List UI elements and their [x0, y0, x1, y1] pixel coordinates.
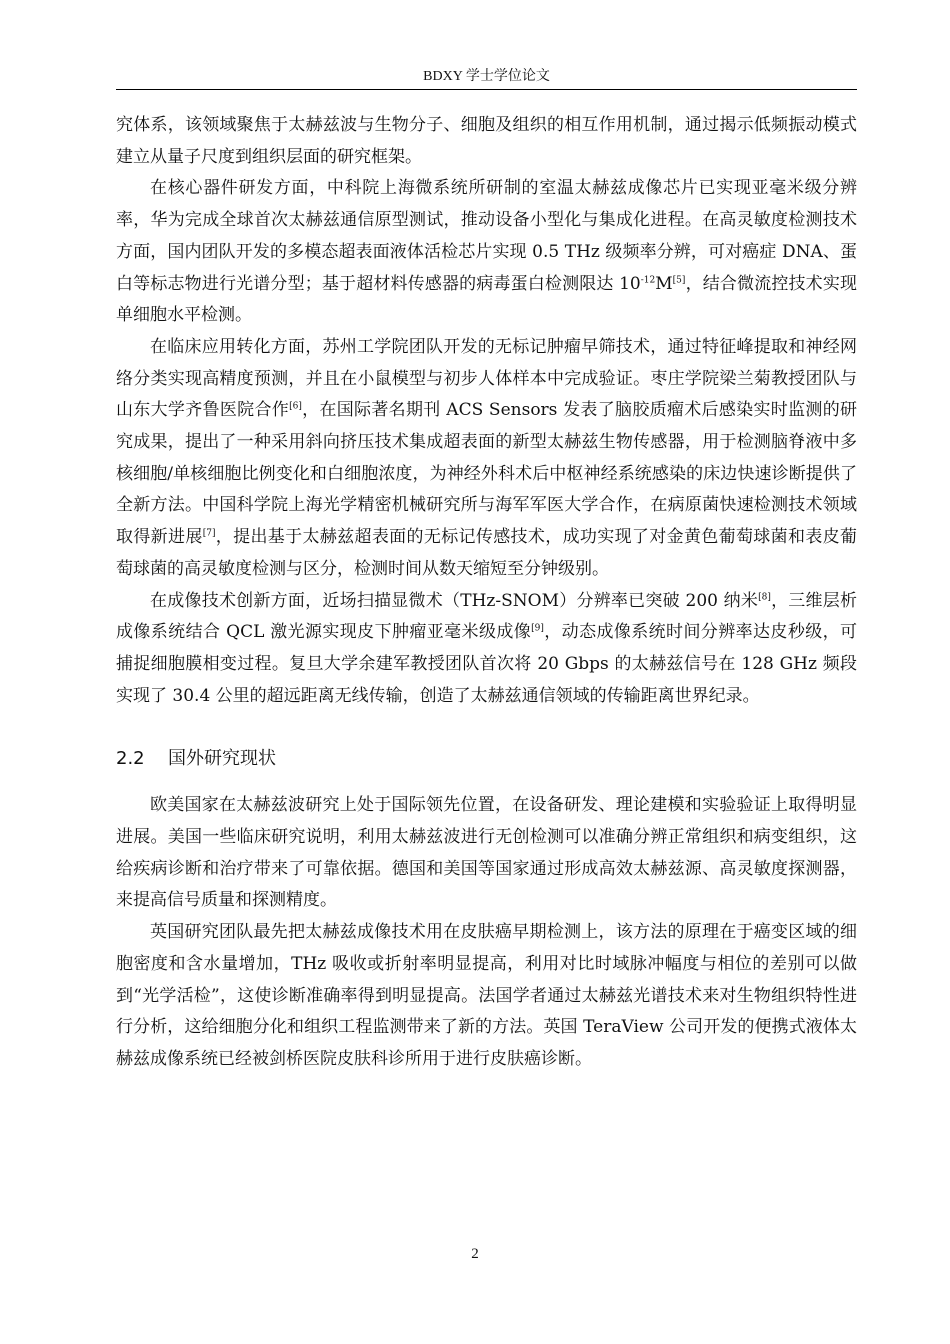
citation-ref[interactable]: [5]	[672, 274, 686, 285]
paragraph	[116, 917, 857, 1076]
paragraph	[116, 173, 857, 332]
paragraph-text: ，三维层析成像系统结合 QCL 激光源实现皮下肿瘤亚毫米级成像	[116, 590, 858, 643]
section-title: 国外研究现状	[168, 748, 276, 770]
paragraph	[116, 790, 857, 917]
paragraph-text: 究体系，该领域聚焦于太赫兹波与生物分子、细胞及组织的相互作用机制，通过揭示低频振动模式建立从量子尺度到组织层面的研究框架。	[116, 115, 857, 167]
paragraph-text: M	[655, 273, 673, 294]
paragraph	[116, 586, 857, 713]
paragraph	[116, 110, 857, 173]
header-title: BDXY 学士学位论文	[423, 69, 550, 84]
page-body	[116, 110, 857, 1076]
section-heading	[116, 744, 857, 774]
paragraph-text: ，在国际著名期刊 ACS Sensors 发表了脑胶质瘤术后感染实时监测的研究成果，提出了一种采用斜向挤压技术集成超表面的新型太赫兹生物传感器，用于检测脑脊液中多核细胞/单核细胞比例变化和白细胞浓度，为神经外科术后中枢神经系统感染的床边快速诊断提供了全新方法。中国科学院上海光学精密机械研究所与海军军医大学合作，在病原菌快速检测技术领域取得新进展	[116, 400, 858, 548]
paragraph-text: ，提出基于太赫兹超表面的无标记传感技术，成功实现了对金黄色葡萄球菌和表皮葡萄球菌的高灵敏度检测与区分，检测时间从数天缩短至分钟级别。	[116, 527, 858, 579]
page-number: 2	[471, 1246, 479, 1262]
paragraph-text: 在临床应用转化方面，苏州工学院团队开发的无标记肿瘤早筛技术，通过特征峰提取和神经网络分类实现高精度预测，并且在小鼠模型与初步人体样本中完成验证。枣庄学院梁兰菊教授团队与山东大学齐鲁医院合作	[116, 336, 857, 421]
citation-ref[interactable]: [9]	[531, 623, 544, 634]
paragraph-text: 在成像技术创新方面，近场扫描显微术（THz-SNOM）分辨率已突破 200 纳米	[150, 590, 759, 611]
paragraph-text: 欧美国家在太赫兹波研究上处于国际领先位置，在设备研发、理论建模和实验验证上取得明显进展。美国一些临床研究说明，利用太赫兹波进行无创检测可以准确分辨正常组织和病变组织，这给疾病诊断和治疗带来了可靠依据。德国和美国等国家通过形成高效太赫兹源、高灵敏度探测器，来提高信号质量和探测精度。	[116, 795, 857, 911]
paragraph-text: 英国研究团队最先把太赫兹成像技术用在皮肤癌早期检测上，该方法的原理在于癌变区域的细胞密度和含水量增加，THz 吸收或折射率明显提高，利用对比时域脉冲幅度与相位的差别可以做到“光学活检”，这使诊断准确率得到明显提高。法国学者通过太赫兹光谱技术来对生物组织特性进行分析，这给细胞分化和组织工程监测带来了新的方法。英国 TeraView 公司开发的便携式液体太赫兹成像系统已经被剑桥医院皮肤科诊所用于进行皮肤癌诊断。	[116, 922, 857, 1069]
paragraph-text: ，结合微流控技术实现单细胞水平检测。	[116, 273, 857, 326]
exponent: -12	[640, 274, 656, 285]
paragraph-text: ，动态成像系统时间分辨率达皮秒级，可捕捉细胞膜相变过程。复旦大学余建军教授团队首次将 20 Gbps 的太赫兹信号在 128 GHz 频段实现了 30.4 公里的超远距离无线传输，创造了太赫兹通信领域的传输距离世界纪录。	[116, 622, 858, 706]
paragraph	[116, 332, 857, 586]
citation-ref[interactable]: [6]	[289, 401, 302, 412]
page-header	[116, 66, 857, 90]
paragraph-text: 在核心器件研发方面，中科院上海微系统所研制的室温太赫兹成像芯片已实现亚毫米级分辨率，华为完成全球首次太赫兹通信原型测试，推动设备小型化与集成化进程。在高灵敏度检测技术方面，国内团队开发的多模态超表面液体活检芯片实现 0.5 THz 级频率分辨，可对癌症 DNA、蛋白等标志物进行光谱分型；基于超材料传感器的病毒蛋白检测限达 10	[116, 178, 857, 294]
section-number: 2.2	[116, 748, 145, 770]
citation-ref[interactable]: [7]	[202, 528, 216, 539]
citation-ref[interactable]: [8]	[758, 591, 771, 602]
